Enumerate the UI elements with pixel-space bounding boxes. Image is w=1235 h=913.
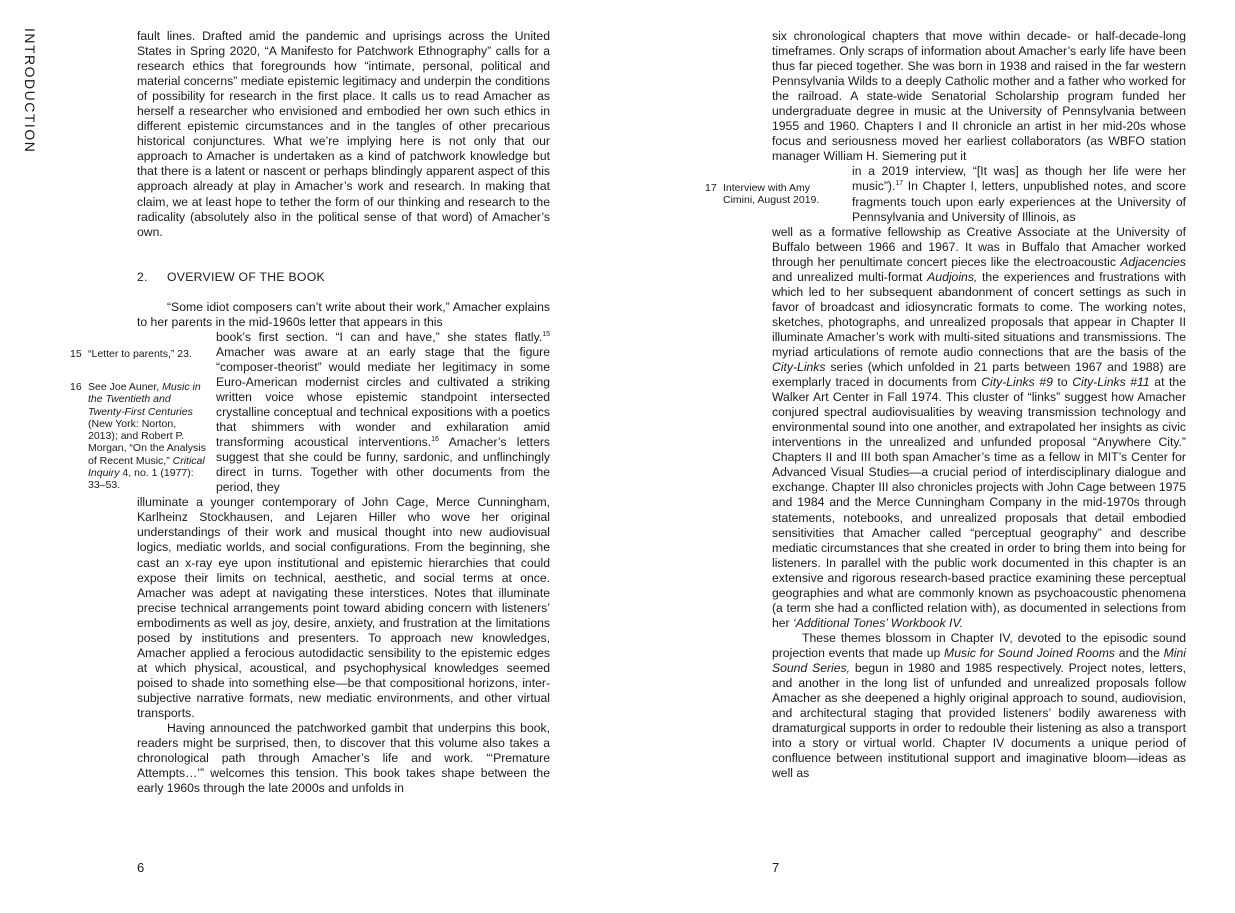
footnote-number: 16: [70, 381, 82, 393]
paragraph: These themes blossom in Chapter IV, devoted to the episodic sound projection events that made up Music for Sound Joined Rooms and the Mini Sound Series, begun in 1980 and 1985 respectively. Project notes, letters, and another in the long list of unfunded and unrealized proposals follow Amacher as she deepened a highly original approach to sound, audiovision, and architectural staging that provided listeners’ bodily awareness with dramaturgical supports in order to redouble their listening as also a transport into a story or virtual world. Chapter IV documents a unique period of confluence between institutional support and imaginative bloom—ideas as well as: [772, 630, 1186, 781]
footnote-15: [70, 348, 206, 360]
footnote-16: 16 See Joe Auner, Music in the Twentieth and Twenty-First Centuries (New York: Norton, 2013); and Robert P. Morgan, “On the Analysis of Recent Music,” Critical Inquiry 4, no. 1 (1977): 33–53.: [70, 381, 206, 492]
footnote-book-title: Music in the Twentieth and Twenty-First Centuries: [88, 381, 201, 418]
work-title: Adjacencies: [1120, 254, 1186, 269]
work-title: City-Links #11: [1072, 375, 1150, 390]
paragraph-continuation: well as a formative fellowship as Creative Associate at the University of Buffalo between 1966 and 1967. It was in Buffalo that Amacher worked through her penultimate concert pieces like the electroacoustic Adjacencies and unrealized multi-format Audjoins, the experiences and frustrations with which led to her subsequent abandonment of concert settings as such in favor of broadcast and idiosyncratic formats to come. The working notes, sketches, photographs, and unrealized proposals that appear in Chapter II illuminate Amacher’s work with multi-sited situations and transmissions. The myriad articulations of remote audio connections that are the basis of the City-Links series (which unfolded in 21 parts between 1967 and 1988) are exemplarly traced in documents from City-Links #9 to City-Links #11 at the Walker Art Center in Fall 1974. This cluster of “links” suggest how Amacher conjured spectral audiovisualities by weaving transmission technology and environmental sound into one another, and extrapolated her insights as civic interventions in the unrealized and unfunded proposal “Anywhere City.” Chapters II and III both span Amacher’s time as a fellow in MIT’s Center for Advanced Visual Studies—a crucial period of interdisciplinary dialogue and exchange. Chapter III also chronicles projects with John Cage between 1975 and 1984 and the Merce Cunningham Company in the mid-1970s through statements, notebooks, and unrealized proposals that detail embodied sensitivities that Amacher called “perceptual geography” and describe mediatic circumstances that she created in order to bring them into being for listeners. In parallel with the public work documented in this chapter is an extensive and rigorous research-based practice examining these perceptual geographies and what are commonly known as psychoacoustic phenomena (a term she had a conflicted relation with), as documented in selections from her ‘Additional Tones’ Workbook IV.: [772, 224, 1186, 630]
paragraph: Having announced the patchworked gambit that underpins this book, readers might be surprised, then, to discover that this volume also takes a chronological path through Amacher’s life and work. “‘Premature Attempts…’” welcomes this tension. This book takes shape between the early 1960s through the late 2000s and unfolds in: [137, 721, 550, 796]
footnote-journal-title: Critical Inquiry: [88, 454, 205, 480]
footnote-ref-16: 16: [431, 436, 439, 444]
paragraph: six chronological chapters that move within decade- or half-decade-long timeframes. Only scraps of information about Amacher’s early life have been thus far pieced together. She was born in 1938 and raised in the far western Pennsylvania Wilds to a deeply Catholic mother and a father who worked for the railroad. A state-wide Senatorial Scholarship program funded her undergraduate degree in music at the University of Pennsylvania between 1955 and 1960. Chapters I and II chronicle an artist in her mid-20s whose focus and seriousness moved her earliest collaborators (as WBFO station manager William H. Siemering put it: [772, 29, 1186, 164]
section-heading: [137, 270, 550, 285]
paragraph-wrapped-around-footnote: in a 2019 interview, “[It was] as though her life were her music”).$^{17}$ In Chapter I, letters, unpublished notes, and score fragments touch upon early experiences at the University of Pennsylvania and University of Illinois, as: [852, 164, 1186, 224]
paragraph: fault lines. Drafted amid the pandemic and uprisings across the United States in Spring 2020, “A Manifesto for Patchwork Ethnography” calls for a research ethics that foregrounds how “intimate, personal, political and material concerns” mediate epistemic legitimacy and underpin the conditions of possibility for research in the first place. It calls us to read Amacher as herself a researcher who envisioned and embodied her own such ethics in different epistemic circumstances and in the tangles of other precarious historical conjunctures. What we’re implying here is not only that our approach to Amacher is undertaken as a kind of patchwork knowledge but that there is a latent or nascent or perhaps blindingly apparent aspect of this approach already at play in Amacher’s work and research. In making that claim, we at least hope to tether the form of our thinking and research to the radicality (absolutely also in the political sense of that word) of Amacher’s own.: [137, 29, 550, 239]
footnote-ref-15: 15: [542, 330, 550, 338]
paragraph-wrapped-around-footnotes: book’s first section. “I can and have,” she states flatly.$^{15}$ Amacher was aware at an early stage that the figure “composer-theorist” would mediate her legitimacy in some Euro-American modernist circles and cultivated a striking written voice whose epistemic standpoint intersected crystalline conceptual and technical expositions with a poetics that shimmers with wonder and exhilaration amid transforming acoustical interventions.$^{16}$ Amacher’s letters suggest that she could be funny, sardonic, and unflinchingly direct in turns. Together with other documents from the period, they: [216, 329, 550, 495]
page-number-left: 6: [137, 860, 145, 875]
work-title: ‘Additional Tones’ Workbook IV.: [793, 615, 964, 630]
section-number: 2.: [137, 269, 148, 284]
work-title: City-Links #9: [981, 375, 1053, 390]
footnote-text: Interview with Amy Cimini, August 2019.: [723, 182, 820, 207]
footnote-number: 17: [705, 182, 717, 194]
paragraph-continuation: illuminate a younger contemporary of John Cage, Merce Cunningham, Karlheinz Stockhausen, and Lejaren Hiller who wove her original understandings of their work and musical thought into new audiovisual logics, mediatic worlds, and social configurations. From the beginning, she cast an x-ray eye upon institutional and epistemic hierarchies that could expose their limits on technical, aesthetic, and social terms at once. Amacher was adept at navigating these interstices. Notes that illuminate precise technical arrangements point toward abiding concern with listeners’ embodiments as well as joy, desire, anxiety, and frustration at the limitations posed by institutions and presenters. To approach new knowledges, Amacher applied a ferocious autodidactic sensibility to the epistemic edges at which physical, acoustical, and psychophysical knowledges seemed poised to shade into something else—be that compositional horizons, intersubjective narrative formats, new mediatic environments, and other virtual transports.: [137, 495, 550, 720]
work-title: Audjoins,: [927, 269, 978, 284]
page-number-right: 7: [772, 860, 780, 875]
footnote-text: “Letter to parents,” 23.: [88, 348, 192, 360]
work-title: City-Links: [772, 360, 826, 375]
paragraph: “Some idiot composers can’t write about their work,” Amacher explains to her parents in the mid-1960s letter that appears in this: [137, 299, 550, 329]
section-title: OVERVIEW OF THE BOOK: [167, 269, 325, 284]
footnote-17: [705, 182, 831, 207]
right-page-text-column: [772, 29, 1186, 781]
running-head: INTRODUCTION: [22, 28, 38, 154]
work-title: Music for Sound Joined Rooms: [944, 645, 1115, 660]
footnote-number: 15: [70, 348, 82, 360]
work-title: Mini Sound Series,: [772, 645, 1186, 675]
footnote-ref-17: 17: [895, 180, 904, 188]
